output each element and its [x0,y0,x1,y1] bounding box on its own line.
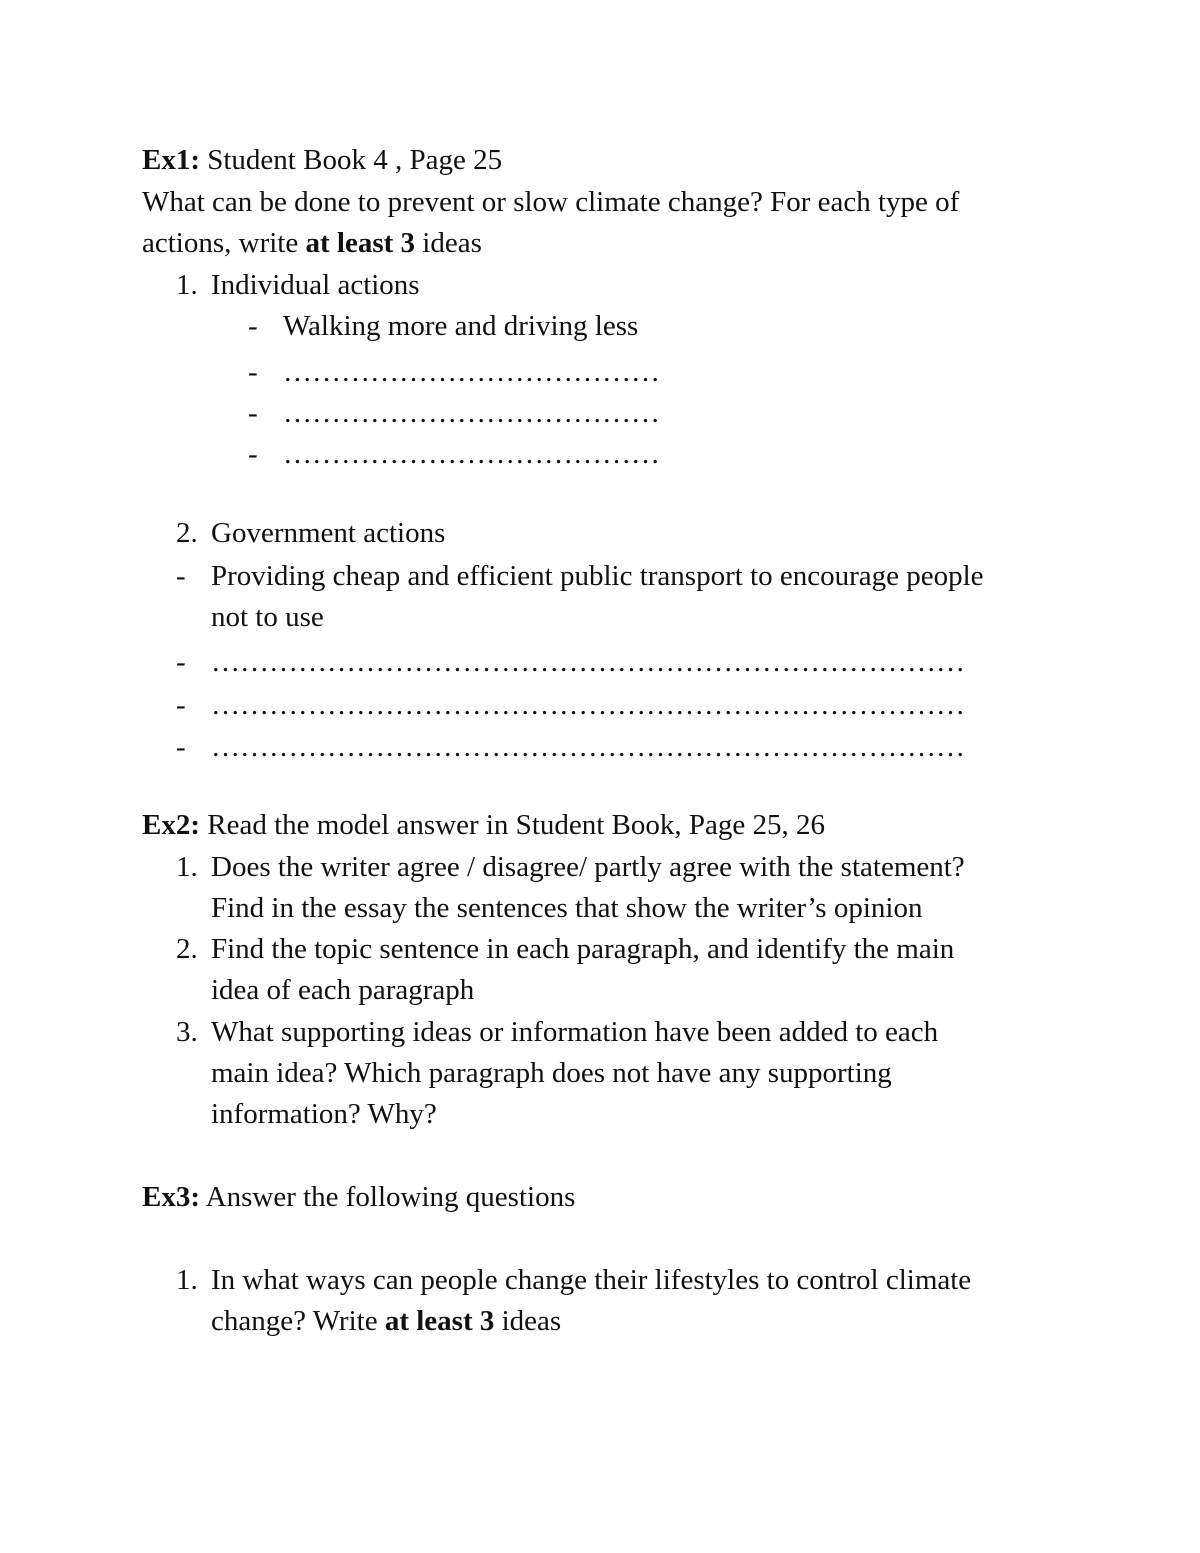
government-answer-blank-1: …………………………………………………………………… [211,646,965,678]
ex1-question-text-end: ideas [415,227,482,259]
ex2-item-2-line1: Find the topic sentence in each paragraph, and identify the main [211,933,955,965]
individual-answer-blank-2: ………………………………… [283,397,660,429]
government-example-line1: Providing cheap and efficient public transport to encourage people [211,560,984,592]
ex2-item-3-line2: main idea? Which paragraph does not have any supporting [211,1057,892,1089]
government-answer-blank-2: …………………………………………………………………… [211,689,965,721]
ex1-title: Student Book 4 , Page 25 [200,144,503,176]
ex3-item-1-text-end: ideas [494,1305,562,1337]
government-dash-4: - [176,731,186,763]
ex3-heading [142,1180,575,1214]
ex2-item-1-number: 1. [176,851,198,883]
ex3-title: Answer the following questions [200,1181,576,1213]
ex3-item-1-line2 [211,1304,561,1338]
government-dash-2: - [176,646,186,678]
individual-dash-1: - [248,310,258,342]
individual-number: 1. [176,269,198,301]
ex1-question-line1: What can be done to prevent or slow climate change? For each type of [142,186,960,218]
ex3-item-1-emphasis: at least 3 [384,1305,495,1337]
ex1-heading [142,143,502,177]
ex3-item-1-text: change? Write [211,1305,385,1337]
ex2-item-2-line2: idea of each paragraph [211,974,475,1006]
individual-answer-blank-1: ………………………………… [283,356,660,388]
ex1-question-line2 [142,226,482,260]
ex1-question-text: actions, write [142,227,306,259]
government-example-line2: not to use [211,601,324,633]
ex2-item-2-number: 2. [176,933,198,965]
government-heading: Government actions [211,517,446,549]
government-number: 2. [176,517,198,549]
ex2-item-1-line2: Find in the essay the sentences that show the writer’s opinion [211,892,923,924]
ex3-item-1-line1: In what ways can people change their lifestyles to control climate [211,1264,972,1296]
ex2-item-3-line3: information? Why? [211,1098,437,1130]
individual-dash-3: - [248,397,258,429]
ex1-question-emphasis: at least 3 [305,227,416,259]
ex2-item-3-line1: What supporting ideas or information have been added to each [211,1016,939,1048]
ex1-label: Ex1: [142,144,200,176]
individual-example: Walking more and driving less [283,310,639,342]
ex2-label: Ex2: [142,809,200,841]
individual-dash-2: - [248,356,258,388]
ex2-heading [142,808,825,842]
ex2-item-1-line1: Does the writer agree / disagree/ partly agree with the statement? [211,851,965,883]
ex2-title: Read the model answer in Student Book, Page 25, 26 [200,809,826,841]
government-dash-1: - [176,560,186,592]
ex2-item-3-number: 3. [176,1016,198,1048]
ex3-item-1-number: 1. [176,1264,198,1296]
government-answer-blank-3: …………………………………………………………………… [211,731,965,763]
individual-dash-4: - [248,438,258,470]
government-dash-3: - [176,689,186,721]
ex3-label: Ex3: [142,1181,200,1213]
individual-heading: Individual actions [211,269,420,301]
individual-answer-blank-3: ………………………………… [283,438,660,470]
